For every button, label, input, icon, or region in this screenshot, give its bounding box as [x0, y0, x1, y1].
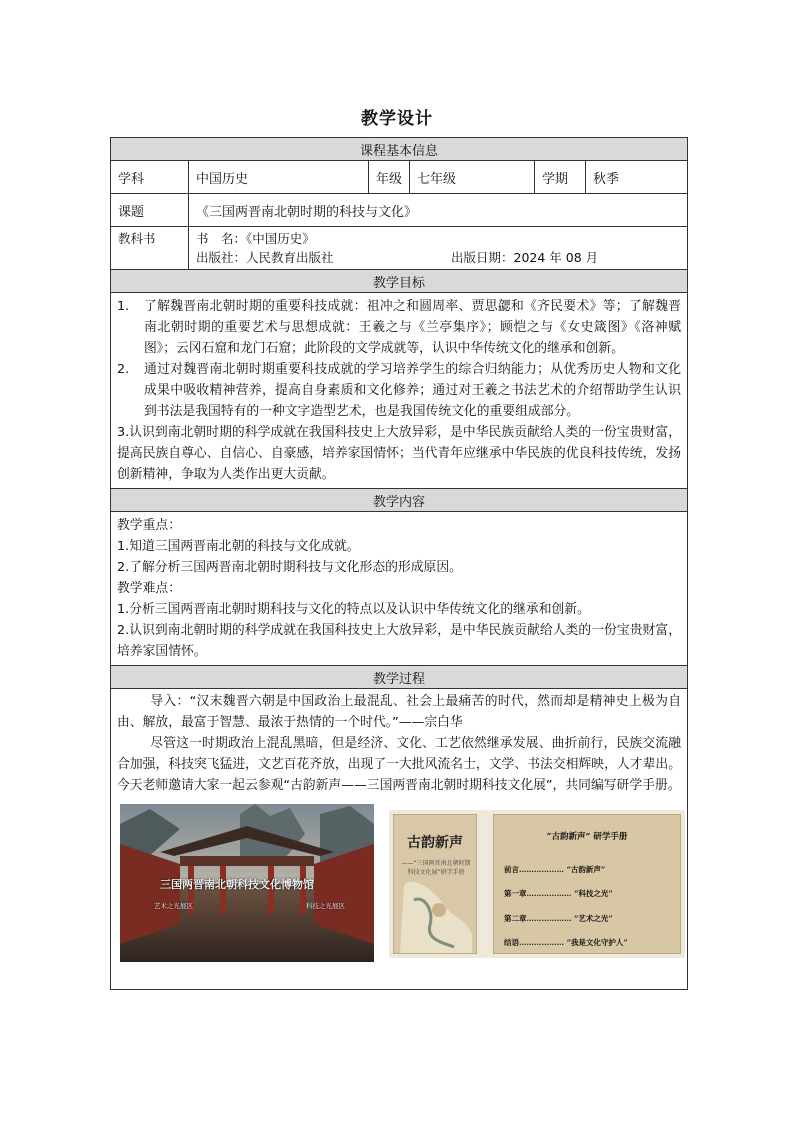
- difficulty-item: 2.认识到南北朝时期的科学成就在我国科技史上大放异彩，是中华民族贡献给人类的一份宝贵财富，培养家国情怀。: [117, 623, 681, 659]
- contents-line: 前言……………… “古韵新声”: [504, 865, 606, 874]
- topic-label: 课题: [111, 194, 189, 226]
- textbook-details: [189, 227, 687, 269]
- lesson-plan-table: [110, 137, 688, 990]
- textbook-label: 教科书: [111, 227, 189, 269]
- body-paragraph: 尽管这一时期政治上混乱黑暗，但是经济、文化、工艺依然继承发展、曲折前行，民族交流融合加强，科技突飞猛进，文艺百花齐放，出现了一大批风流名士，文学、书法交相辉映，人才辈出。今天老师邀请大家一起云参观“古韵新声——三国两晋南北朝时期科技文化展”，共同编写研学手册。: [117, 736, 681, 793]
- intro-paragraph: 导入：“汉末魏晋六朝是中国政治上最混乱、社会上最痛苦的时代，然而却是精神史上极为自由、解放，最富于智慧、最浓于热情的一个时代。”——宗白华: [117, 694, 681, 730]
- grade-label: 年级: [369, 161, 410, 193]
- process-section: [111, 689, 687, 989]
- process-header: 教学过程: [111, 666, 687, 688]
- term-value: 秋季: [593, 171, 620, 187]
- info-row: [111, 161, 687, 194]
- key-point-item: 2.了解分析三国两晋南北朝时期科技与文化形态的形成原因。: [117, 560, 462, 575]
- cover-subtitle: ——“三国两晋南北朝时期科技文化展”研学手册: [401, 860, 471, 876]
- page-title: 教学设计: [361, 109, 433, 129]
- objective-item: 1. 了解魏晋南北朝时期的重要科技成就：祖冲之和圆周率、贾思勰和《齐民要术》等；了解魏晋南北朝时期的重要艺术与思想成就：王羲之与《兰亭集序》；顾恺之与《女史箴图》《洛神赋图》；云冈石窟和龙门石窟；此阶段的文学成就等，认识中华传统文化的继承和创新。: [117, 299, 681, 356]
- key-points-label: 教学重点：: [117, 518, 181, 533]
- content-section: [111, 512, 687, 665]
- term-label: 学期: [535, 161, 586, 193]
- objectives-header: 教学目标: [111, 270, 687, 292]
- handbook-image: [389, 810, 685, 958]
- topic-row: [111, 194, 687, 227]
- publisher: 出版社：人民教育出版社: [196, 250, 334, 265]
- grade-value: 七年级: [410, 161, 535, 193]
- hall-caption: 三国两晋南北朝科技文化博物馆: [160, 878, 314, 891]
- difficulties-label: 教学难点：: [117, 581, 181, 596]
- objective-item: 3.认识到南北朝时期的科学成就在我国科技史上大放异彩，是中华民族贡献给人类的一份宝贵财富，提高民族自尊心、自信心、自豪感，培养家国情怀；当代青年应继承中华民族的优良科技传统，发扬创新精神，争取为人类作出更大贡献。: [117, 425, 681, 482]
- textbook-row: [111, 227, 687, 270]
- hall-left-sign: 艺术之光展区: [154, 902, 193, 910]
- cover-title: 古韵新声: [407, 835, 463, 851]
- content-header: 教学内容: [111, 489, 687, 511]
- contents-line: 第二章……………… “艺术之光”: [504, 914, 613, 923]
- hall-right-sign: 科技之光展区: [306, 902, 345, 910]
- illustrations: [117, 796, 681, 986]
- topic-value: 《三国两晋南北朝时期的科技与文化》: [196, 204, 418, 220]
- handbook-contents: [493, 814, 681, 954]
- objective-item: 2. 通过对魏晋南北朝时期重要科技成就的学习培养学生的综合归纳能力；从优秀历史人物和文化成果中吸收精神营养，提高自身素质和文化修养；通过对王羲之书法艺术的介绍帮助学生认识到书法是我国特有的一种文字造型艺术，也是我国传统文化的重要组成部分。: [117, 362, 681, 419]
- subject-value: 中国历史: [189, 161, 369, 193]
- contents-line: 结语……………… “我是文化守护人”: [504, 938, 628, 947]
- objectives-section: [111, 293, 687, 488]
- difficulty-item: 1.分析三国两晋南北朝时期科技与文化的特点以及认识中华传统文化的继承和创新。: [117, 602, 590, 617]
- book-name: 书 名：《中国历史》: [196, 231, 315, 246]
- publish-date: 出版日期：2024 年 08 月: [451, 250, 599, 265]
- handbook-cover: [393, 814, 477, 954]
- contents-title: “古韵新声” 研学手册: [546, 832, 628, 842]
- contents-line: 第一章……………… “科技之光”: [504, 889, 613, 898]
- key-point-item: 1.知道三国两晋南北朝的科技与文化成就。: [117, 539, 360, 554]
- basic-info-header: 课程基本信息: [111, 138, 687, 160]
- subject-label: 学科: [111, 161, 189, 193]
- museum-hall-image: [120, 804, 374, 962]
